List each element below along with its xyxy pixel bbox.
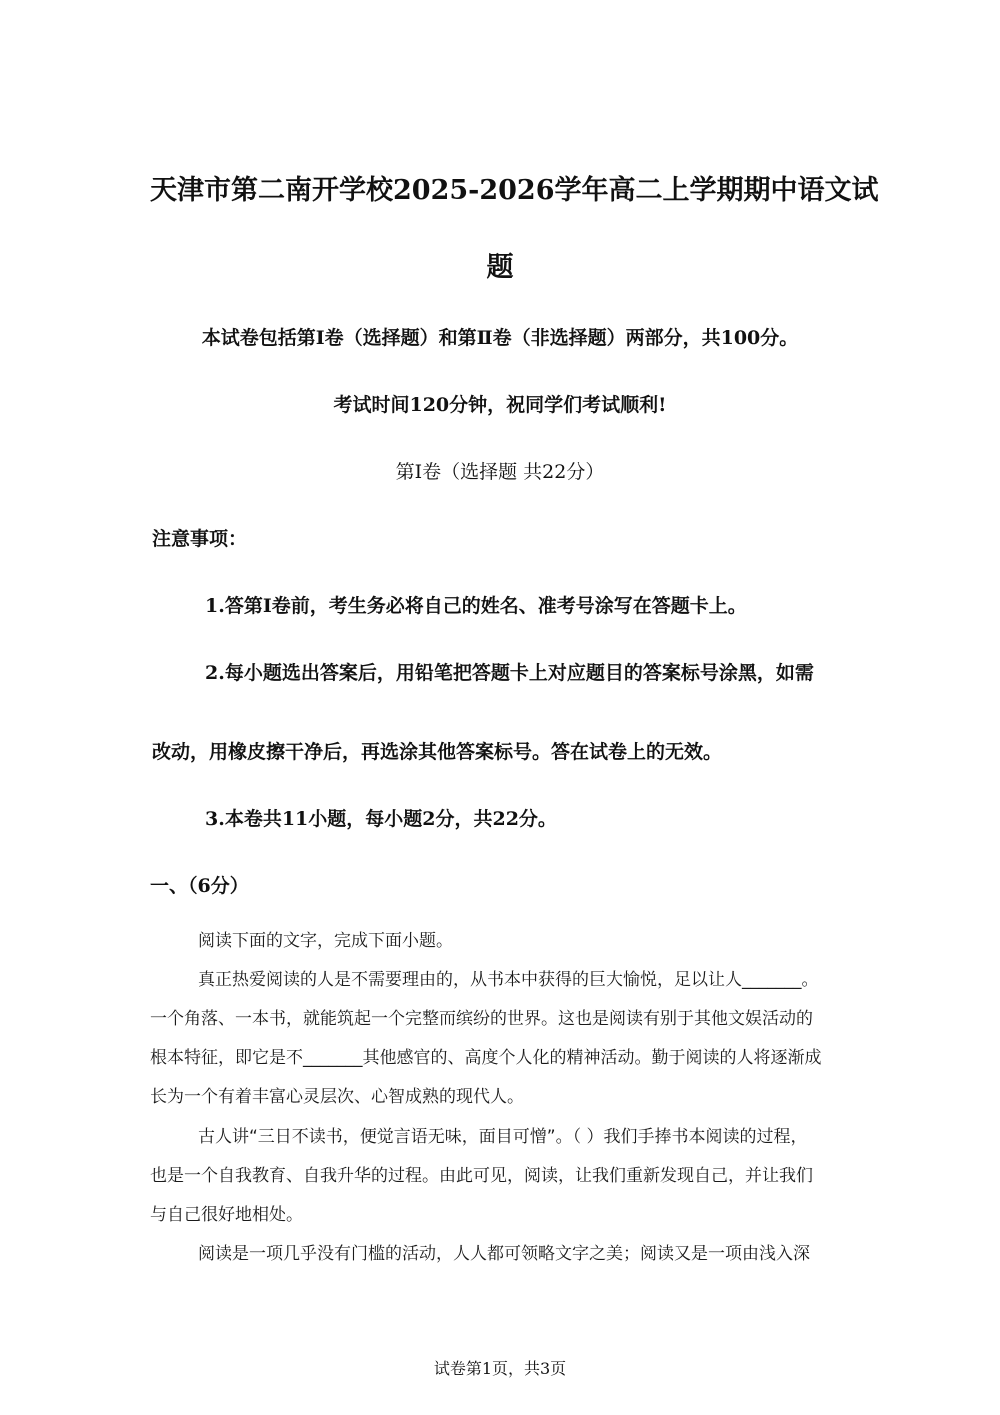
paragraph-2-line3: 与自己很好地相处。 <box>150 1205 303 1225</box>
paragraph-1-line4: 长为一个有着丰富心灵层次、心智成熟的现代人。 <box>150 1087 524 1107</box>
note-2-line2: 改动，用橡皮擦干净后，再选涂其他答案标号。答在试卷上的无效。 <box>152 741 723 763</box>
note-3: 3.本卷共11小题，每小题2分，共22分。 <box>205 808 557 830</box>
intro-line1: 本试卷包括第Ⅰ卷（选择题）和第Ⅱ卷（非选择题）两部分，共100分。 <box>201 327 799 349</box>
paragraph-1-line1: 真正热爱阅读的人是不需要理由的，从书本中获得的巨大愉悦，足以让人_______。 <box>198 970 819 990</box>
paragraph-3-line1: 阅读是一项几乎没有门槛的活动，人人都可领略文字之美；阅读又是一项由浅入深 <box>198 1244 810 1264</box>
paragraph-2-line1: 古人讲“三日不读书，便觉言语无味，面目可憎”。（ ）我们手捧书本阅读的过程， <box>198 1127 808 1147</box>
page-footer: 试卷第1页，共3页 <box>433 1359 567 1378</box>
paragraph-1-line2: 一个角落、一本书，就能筑起一个完整而缤纷的世界。这也是阅读有别于其他文娱活动的 <box>150 1009 813 1029</box>
section-heading: 一、（6分） <box>150 875 249 897</box>
paragraph-1-line3: 根本特征，即它是不_______其他感官的、高度个人化的精神活动。勤于阅读的人将逐渐成 <box>150 1048 822 1068</box>
note-1: 1.答第Ⅰ卷前，考生务必将自己的姓名、准考号涂写在答题卡上。 <box>205 595 747 617</box>
note-2-line1: 2.每小题选出答案后，用铅笔把答题卡上对应题目的答案标号涂黑，如需 <box>205 662 814 684</box>
volume-heading: 第Ⅰ卷（选择题 共22分） <box>395 461 605 483</box>
document-title-line2: 题 <box>486 252 514 283</box>
intro-line2: 考试时间120分钟，祝同学们考试顺利! <box>333 394 667 416</box>
paragraph-2-line2: 也是一个自我教育、自我升华的过程。由此可见，阅读，让我们重新发现自己，并让我们 <box>150 1166 813 1186</box>
document-title-line1: 天津市第二南开学校2025-2026学年高二上学期期中语文试 <box>150 175 879 206</box>
notes-heading: 注意事项： <box>152 528 248 550</box>
reading-instruction: 阅读下面的文字，完成下面小题。 <box>198 931 453 951</box>
